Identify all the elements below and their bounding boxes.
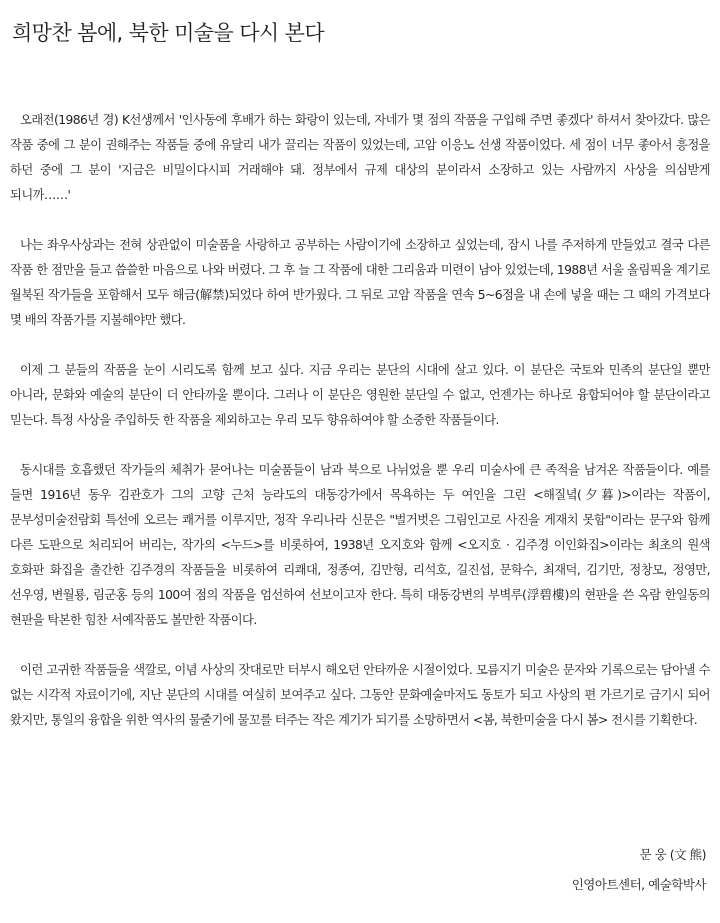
paragraph-2: 나는 좌우사상과는 전혀 상관없이 미술품을 사랑하고 공부하는 사람이기에 소장하고 싶었는데, 잠시 나를 주저하게 만들었고 결국 다른 작품 한 점만을 들고 씁쓸한 마음으로 나와 버렸다. 그 후 늘 그 작품에 대한 그리움과 미련이 남아 있었는데, 1988년 서울 올림픽을 계기로 월북된 작가들을 포함해서 모두 해금(解禁)되었다 하여 반가웠다. 그 뒤로 고암 작품을 연속 5~6점을 내 손에 넣을 때는 그 때의 가격보다 몇 배의 작품가를 지불해야만 했다. — [10, 238, 710, 327]
article-body — [10, 108, 710, 733]
paragraph-3: 이제 그 분들의 작품을 눈이 시리도록 함께 보고 싶다. 지금 우리는 분단의 시대에 살고 있다. 이 분단은 국토와 민족의 분단일 뿐만 아니라, 문화와 예술의 분단이 더 안타까울 뿐이다. 그러나 이 분단은 영원한 분단일 수 없고, 언젠가는 하나로 융합되어야 할 분단이라고 믿는다. 특정 사상을 주입하듯 한 작품을 제외하고는 우리 모두 향유하여야 할 소중한 작품들이다. — [10, 363, 710, 427]
author-signature — [572, 840, 706, 900]
paragraph-5: 이런 고귀한 작품들을 색깔로, 이념 사상의 잣대로만 터부시 해오던 안타까운 시절이었다. 모름지기 미술은 문자와 기록으로는 담아낼 수 없는 시각적 자료이기에, 지난 분단의 시대를 여실히 보여주고 싶다. 그동안 문화예술마저도 동토가 되고 사상의 편 가르기로 금기시 되어 왔지만, 통일의 융합을 위한 역사의 물줄기에 물꼬를 터주는 작은 계기가 되기를 소망하면서 <봄, 북한미술을 다시 봄> 전시를 기획한다. — [10, 663, 710, 727]
page-title: 희망찬 봄에, 북한 미술을 다시 본다 — [12, 21, 325, 45]
paragraph-1: 오래전(1986년 경) K선생께서 '인사동에 후배가 하는 화랑이 있는데, 자네가 몇 점의 작품을 구입해 주면 좋겠다' 하셔서 찾아갔다. 많은 작품 중에 그 분이 권해주는 작품들 중에 유달리 내가 끌리는 작품이 있었는데, 고암 이응노 선생 작품이었다. 세 점이 너무 좋아서 흥정을 하던 중에 그 분이 '지금은 비밀이다시피 거래해야 돼. 정부에서 규제 대상의 분이라서 소장하고 있는 사람까지 사상을 의심받게 되니까……' — [10, 113, 710, 202]
author-affiliation: 인영아트센터, 예술학박사 — [571, 877, 706, 892]
paragraph-4: 동시대를 호흡했던 작가들의 체취가 묻어나는 미술품들이 남과 북으로 나뉘었을 뿐 우리 미술사에 큰 족적을 남겨온 작품들이다. 예를 들면 1916년 동우 김관호가 그의 고향 근처 능라도의 대동강가에서 목욕하는 두 여인을 그린 <해질녘(夕暮)>이라는 작품이, 문부성미술전람회 특선에 오르는 쾌거를 이루지만, 정작 우리나라 신문은 "벌거벗은 그림인고로 사진을 게재치 못함"이라는 문구와 함께 다른 도판으로 처리되어 버리는, 작가의 <누드>를 비롯하여, 1938년 오지호와 함께 <오지호 · 김주경 이인화집>이라는 최초의 원색 호화판 화집을 출간한 김주경의 작품들을 비롯하여 리쾌대, 정종여, 김만형, 리석호, 길진섭, 문학수, 최재덕, 김기만, 정창모, 정영만, 선우영, 변월룡, 림군홍 등의 100여 점의 작품을 엄선하여 선보이고자 한다. 특히 대동강변의 부벽루(浮碧樓)의 현판을 쓴 옥람 한일동의 현판을 탁본한 힘찬 서예작품도 볼만한 작품이다. — [10, 463, 710, 627]
author-name: 문 웅 (文 熊) — [639, 847, 706, 862]
